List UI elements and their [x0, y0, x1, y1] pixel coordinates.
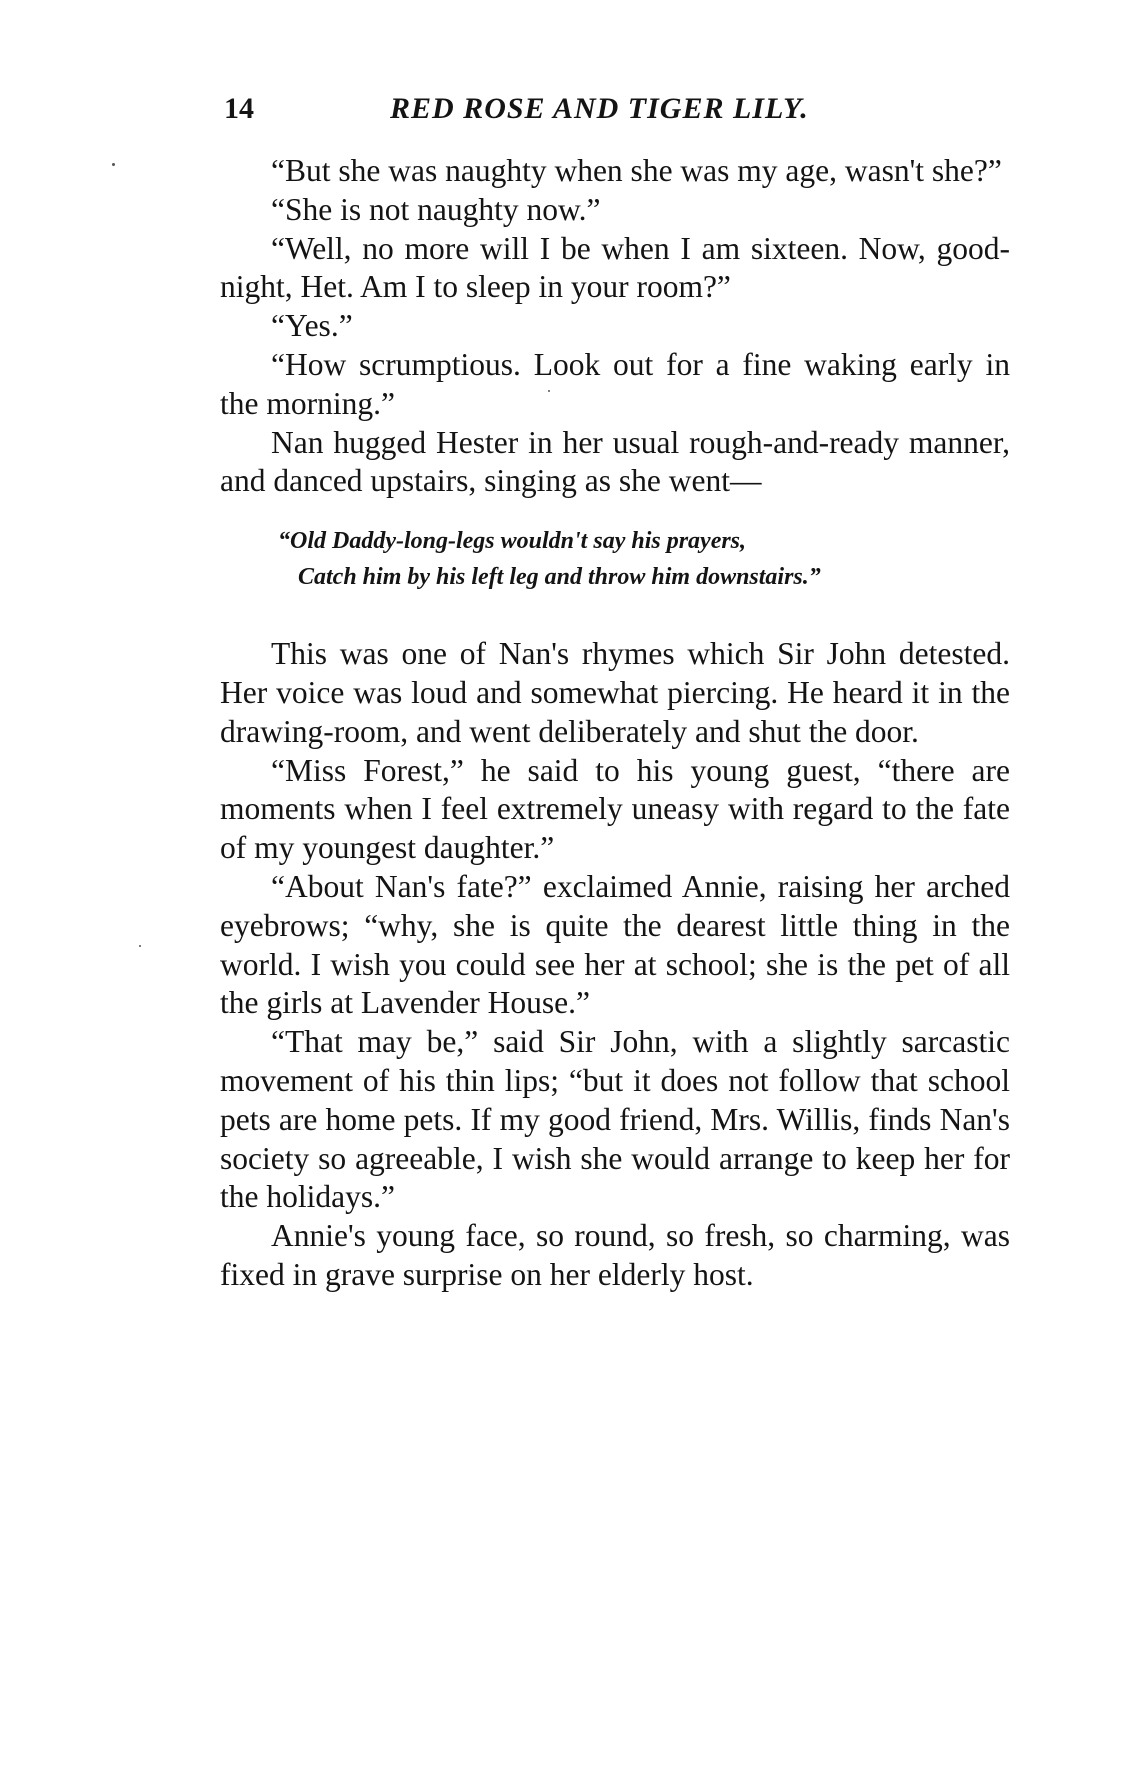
paragraph: “That may be,” said Sir John, with a slightly sarcastic movement of his thin lips; “but it does not follow that school pets are home pets. If my good friend, Mrs. Willis, finds Nan's society so agreeable, I wish she would arrange to keep her for the holidays.” — [220, 1024, 1010, 1215]
paragraph: “About Nan's fate?” exclaimed Annie, raising her arched eyebrows; “why, she is quite the dearest little thing in the world. I wish you could see her at school; she is the pet of all the girls at Lavender House.” — [220, 868, 1010, 1021]
paragraph: This was one of Nan's rhymes which Sir John detested. Her voice was loud and somewhat piercing. He heard it in the drawing-room, and went deliberately and shut the door. — [220, 636, 1010, 749]
scan-speck — [112, 163, 115, 166]
poem-line: Catch him by his left leg and throw him downstairs.” — [298, 564, 821, 591]
text-block-after-poem — [220, 635, 1010, 1295]
book-page — [220, 92, 1010, 1295]
paragraph: “She is not naughty now.” — [271, 191, 601, 227]
book-title: RED ROSE AND TIGER LILY. — [390, 92, 809, 125]
paragraph: Annie's young face, so round, so fresh, so charming, was fixed in grave surprise on her elderly host. — [220, 1218, 1010, 1292]
text-block-before-poem — [220, 152, 1010, 501]
paragraph: “Yes.” — [271, 308, 353, 344]
poem-quote — [278, 523, 1010, 595]
page-number: 14 — [224, 92, 254, 125]
paragraph: “Well, no more will I be when I am sixteen. Now, good-night, Het. Am I to sleep in your room?” — [220, 230, 1010, 305]
poem-line: “Old Daddy-long-legs wouldn't say his prayers, — [278, 528, 747, 555]
paragraph: “How scrumptious. Look out for a fine waking early in the morning.” — [220, 346, 1010, 421]
running-head — [220, 92, 1010, 132]
scan-speck — [548, 390, 550, 392]
paragraph: “But she was naughty when she was my age, wasn't she?” — [271, 153, 1002, 188]
paragraph: “Miss Forest,” he said to his young guest, “there are moments when I feel extremely uneasy with regard to the fate of my youngest daughter.” — [220, 752, 1010, 866]
paragraph: Nan hugged Hester in her usual rough-and-ready manner, and danced upstairs, singing as she went— — [220, 424, 1010, 499]
scan-speck — [139, 945, 141, 947]
